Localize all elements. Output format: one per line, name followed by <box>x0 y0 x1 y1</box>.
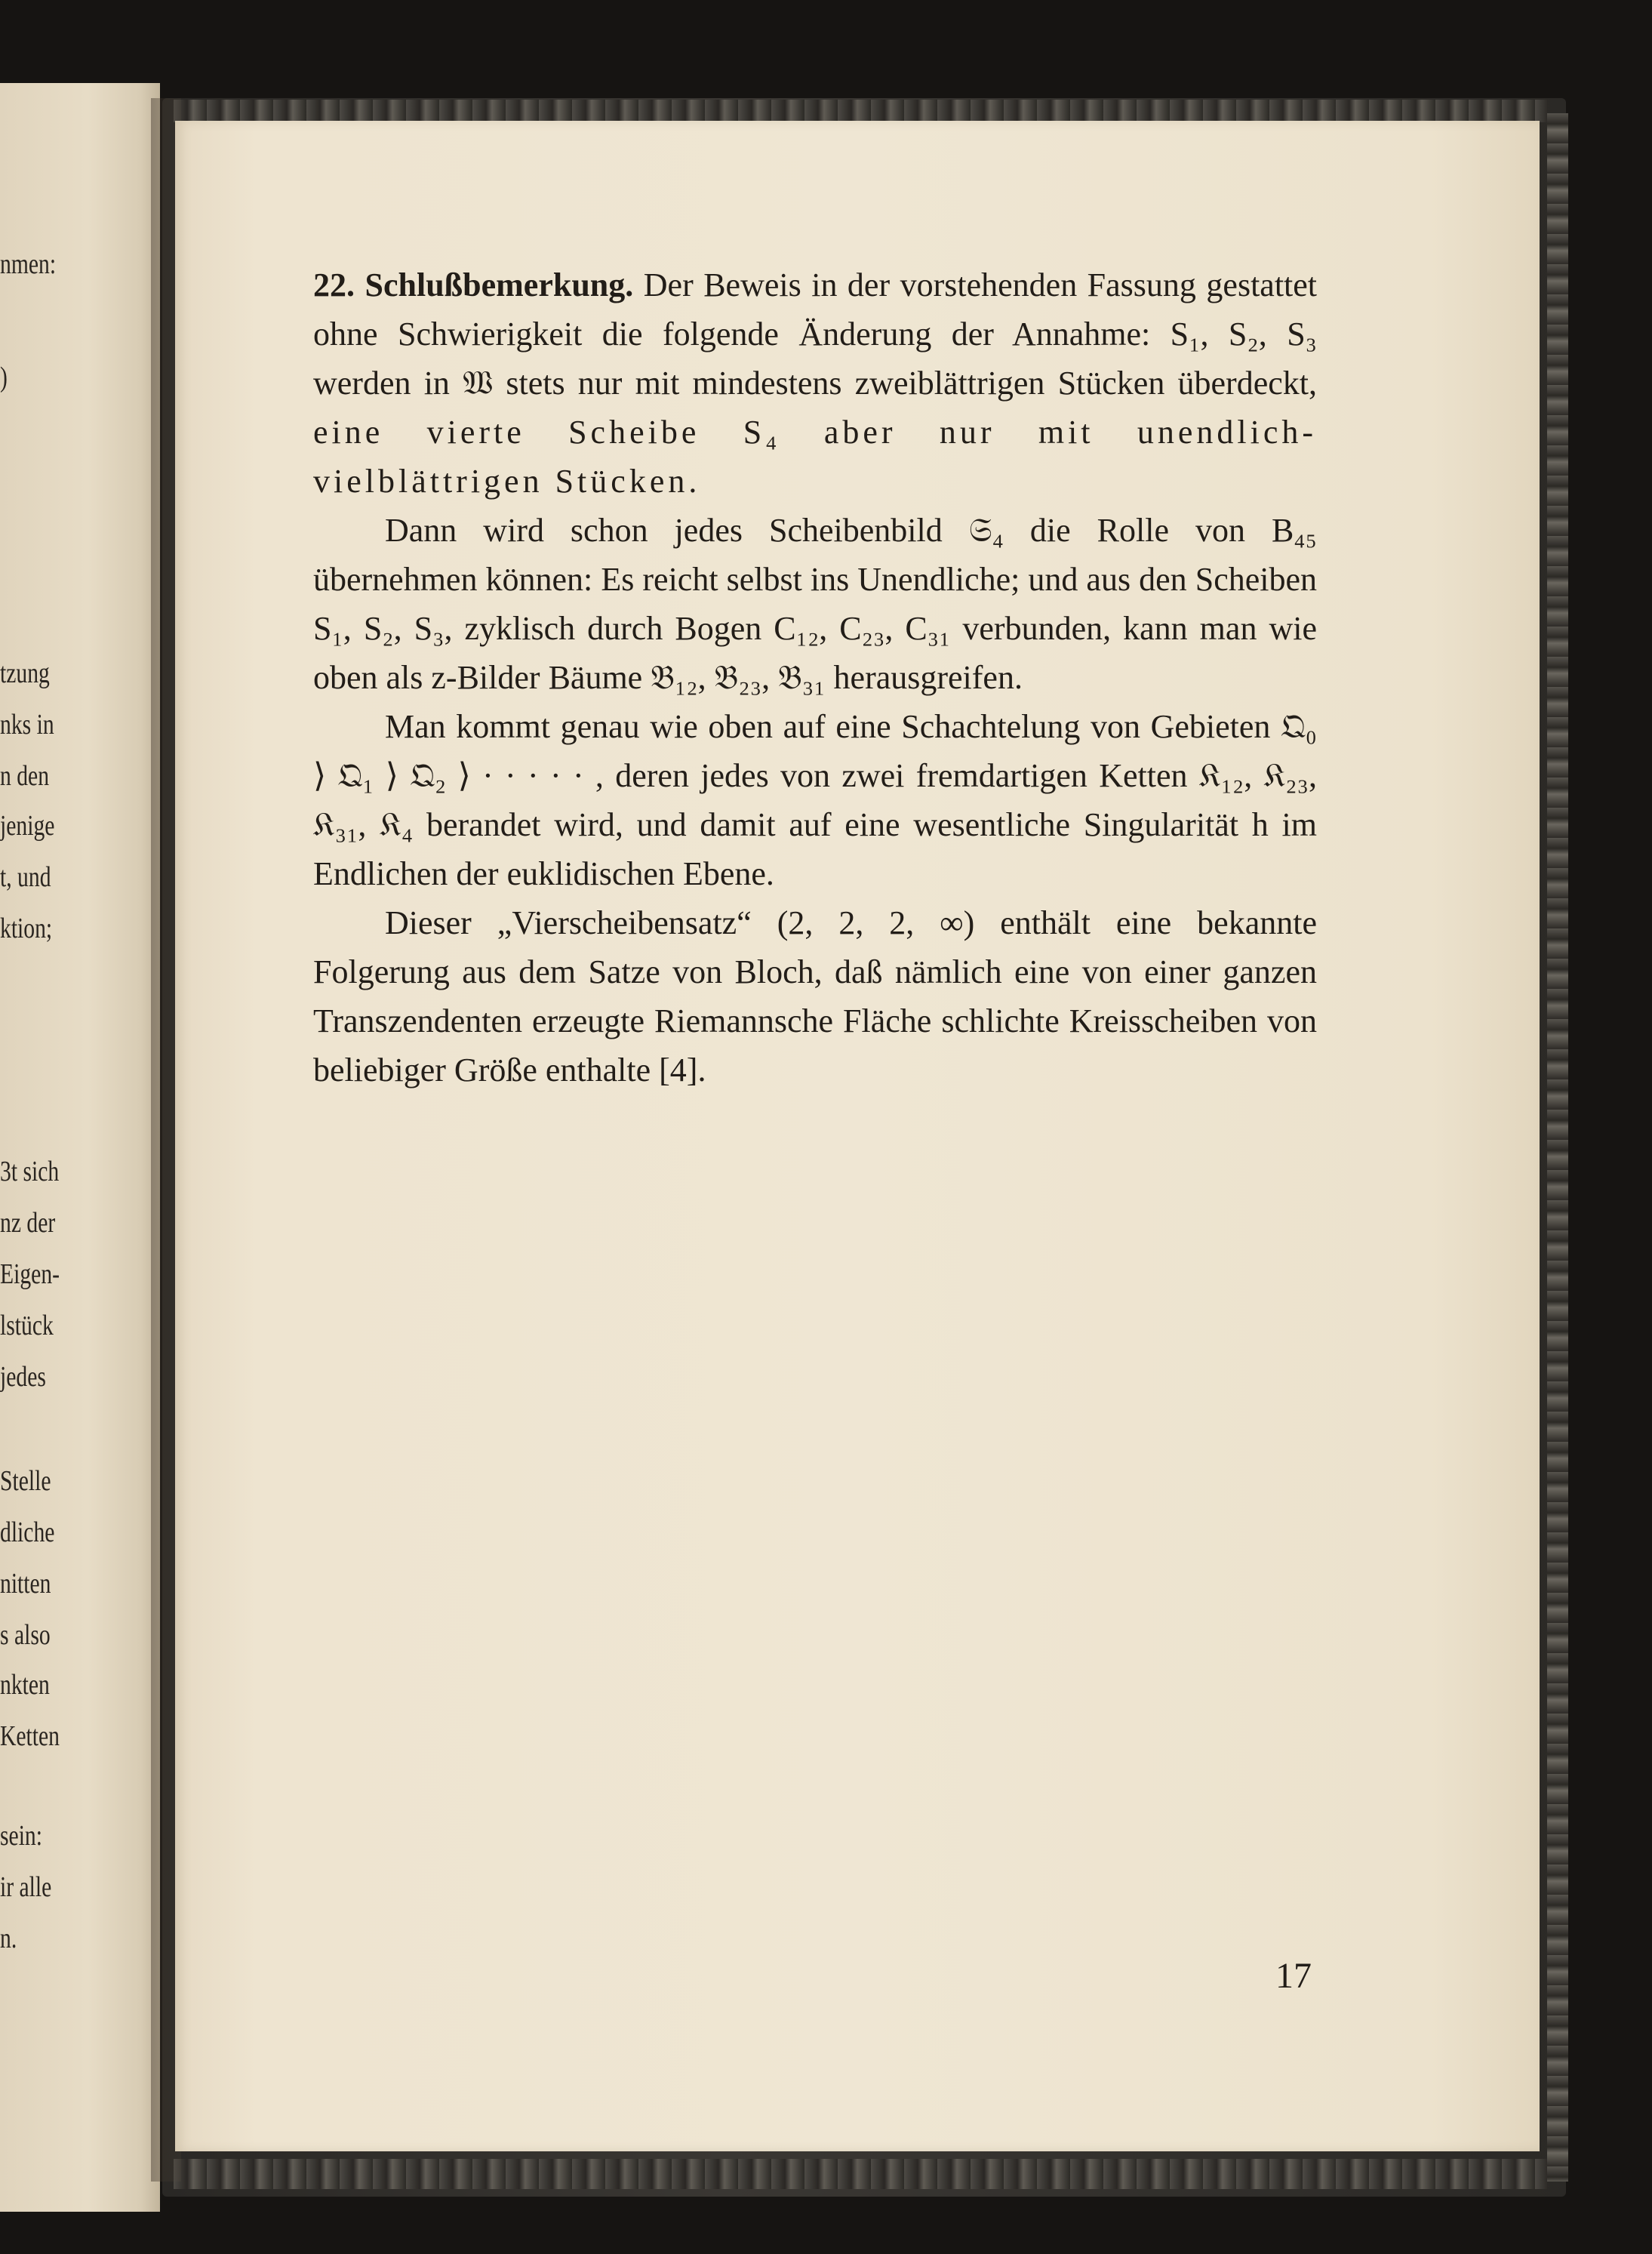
left-page-fragment: nmen: <box>0 248 57 280</box>
left-page-fragment: sein: <box>0 1820 42 1852</box>
left-facing-page <box>0 83 160 2212</box>
left-page-fragment: nitten <box>0 1568 51 1600</box>
left-page-fragment: lstück <box>0 1310 54 1341</box>
left-page-fragment: nz der <box>0 1207 56 1239</box>
paragraph-4: Dieser „Vierscheibensatz“ (2, 2, 2, ∞) enthält eine bekannte Folgerung aus dem Satze von Bloch, daß nämlich eine von einer ganzen Transzendenten erzeugte Riemannsche Fläche schlichte Kreisscheiben von beliebiger Größe enthalte [4]. <box>313 904 1317 1089</box>
paragraph-2: Dann wird schon jedes Scheibenbild 𝔖₄ die Rolle von B₄₅ übernehmen können: Es reicht selbst ins Unendliche; und aus den Scheiben S₁, S₂, S₃, zyklisch durch Bogen C₁₂, C₂₃, C₃₁ verbunden, kann man wie oben als z-Bilder Bäume 𝔅₁₂, 𝔅₂₃, 𝔅₃₁ herausgreifen. <box>313 512 1317 696</box>
left-page-fragment: nks in <box>0 709 54 741</box>
left-page-fragment: jenige <box>0 810 55 842</box>
paragraph-1-spaced-text: eine vierte Scheibe S₄ aber nur mit unendlich-vielblättrigen Stücken. <box>313 414 1317 500</box>
left-page-fragment: Stelle <box>0 1465 51 1497</box>
left-page-fragment: t, und <box>0 861 51 893</box>
left-page-fragment: s also <box>0 1619 51 1651</box>
paragraph-3: Man kommt genau wie oben auf eine Schachtelung von Gebieten 𝔔₀ ⟩ 𝔔₁ ⟩ 𝔔₂ ⟩ · · · · · , deren jedes von zwei fremdartigen Ketten 𝔎₁₂, 𝔎₂₃, 𝔎₃₁, 𝔎₄ berandet wird, und damit auf eine wesentliche Singularität h im Endlichen der euklidischen Ebene. <box>313 708 1317 892</box>
cover-edge-right <box>1547 113 1568 2182</box>
section-title: Schlußbemerkung. <box>365 266 634 303</box>
page-number: 17 <box>1275 1956 1312 1996</box>
left-page-fragment: dliche <box>0 1517 55 1548</box>
cover-edge-bottom <box>174 2159 1547 2189</box>
left-page-fragment: jedes <box>0 1361 46 1393</box>
left-page-fragment: nkten <box>0 1669 50 1701</box>
left-page-fragment: ir alle <box>0 1871 52 1903</box>
left-page-fragment: Eigen- <box>0 1258 60 1290</box>
section-number: 22. <box>313 266 355 303</box>
paragraph-1-text: Der Beweis in der vorstehenden Fassung gestattet ohne Schwierigkeit die folgende Änderung der Annahme: S₁, S₂, S₃ werden in 𝔚 stets nur mit mindestens zweiblättrigen Stücken überdeckt, <box>313 266 1318 402</box>
paragraph-1 <box>313 260 1317 506</box>
left-page-fragment: n. <box>0 1923 17 1954</box>
page-text <box>313 260 1317 1095</box>
left-page-fragment: n den <box>0 760 50 792</box>
left-page-fragment: ktion; <box>0 913 53 944</box>
cover-edge-top <box>174 100 1547 122</box>
left-page-fragment: tzung <box>0 657 50 689</box>
left-page-fragment: Ketten <box>0 1720 60 1752</box>
left-page-fragment: ) <box>0 362 8 393</box>
left-page-fragment: 3t sich <box>0 1156 60 1187</box>
